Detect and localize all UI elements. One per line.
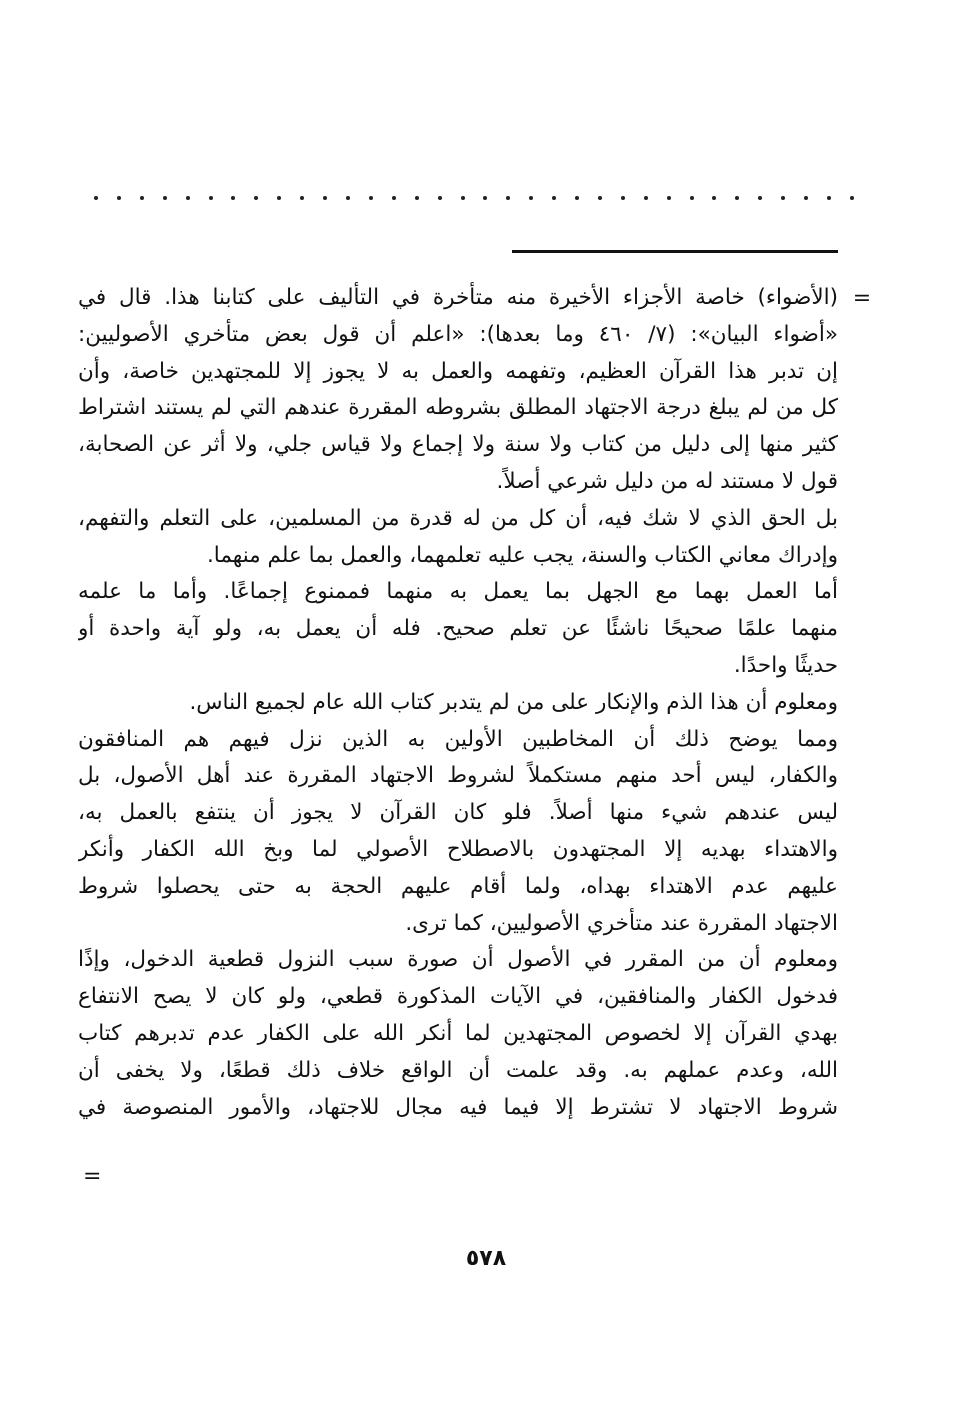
separator-dot [254, 196, 258, 200]
separator-dot [529, 196, 533, 200]
text-line: ومعلوم أن هذا الذم والإنكار على من لم يتدبر كتاب الله عام لجميع الناس. [189, 689, 838, 715]
page-number: ٥٧٨ [465, 1246, 507, 1271]
dotted-separator [94, 178, 854, 218]
separator-dot [621, 196, 625, 200]
separator-dot [392, 196, 396, 200]
text-line: قول لا مستند له من دليل شرعي أصلاً. [496, 468, 838, 494]
footnote-rule [512, 250, 838, 253]
text-line: ليس عندهم شيء منها أصلاً. فلو كان القرآن لا يجوز أن ينتفع بالعمل به، [78, 800, 838, 826]
trailing-continuation-mark: = [83, 1164, 102, 1189]
separator-dot [415, 196, 419, 200]
separator-dot [667, 196, 671, 200]
separator-dot [506, 196, 510, 200]
separator-dot [163, 196, 167, 200]
text-line: والاهتداء بهديه إلا المجتهدون بالاصطلاح الأصولي لما وبخ الله الكفار وأنكر [78, 836, 838, 862]
separator-dot [323, 196, 327, 200]
separator-dot [277, 196, 281, 200]
separator-dot [712, 196, 716, 200]
separator-dot [735, 196, 739, 200]
separator-dot [94, 196, 98, 200]
text-line: إن تدبر هذا القرآن العظيم، وتفهمه والعمل به لا يجوز إلا للمجتهدين خاصة، وأن [78, 358, 838, 384]
text-line: الله، وعدم عملهم به. وقد علمت أن الواقع خلاف ذلك قطعًا، ولا يخفى أن [78, 1057, 838, 1083]
separator-dot [644, 196, 648, 200]
separator-dot [781, 196, 785, 200]
text-line: كثير منها إلى دليل من كتاب ولا سنة ولا إجماع ولا قياس جلي، ولا أثر عن الصحابة، [78, 432, 838, 458]
separator-dot [209, 196, 213, 200]
footnote-text [78, 280, 838, 1126]
text-line: أما العمل بهما مع الجهل بما يعمل به منهما فممنوع إجماعًا. وأما ما علمه [78, 579, 838, 605]
separator-dot [117, 196, 121, 200]
text-line: كل من لم يبلغ درجة الاجتهاد المطلق بشروطه المقررة عندهم التي لم يستند اشتراط [78, 395, 838, 421]
text-line: منهما علمًا صحيحًا ناشئًا عن تعلم صحيح. فله أن يعمل به، ولو آية واحدة أو [78, 616, 838, 642]
text-line: شروط الاجتهاد لا تشترط إلا فيما فيه مجال للاجتهاد، والأمور المنصوصة في [78, 1094, 838, 1120]
separator-dot [827, 196, 831, 200]
separator-dot [598, 196, 602, 200]
text-line: الاجتهاد المقررة عند متأخري الأصوليين، كما ترى. [405, 910, 838, 936]
text-line: حديثًا واحدًا. [733, 652, 838, 678]
separator-dot [140, 196, 144, 200]
separator-dot [483, 196, 487, 200]
separator-dot [690, 196, 694, 200]
separator-dot [369, 196, 373, 200]
text-line: بهدي القرآن إلا لخصوص المجتهدين لما أنكر الله على الكفار عدم تدبرهم كتاب [78, 1020, 838, 1046]
separator-dot [850, 196, 854, 200]
separator-dot [804, 196, 808, 200]
separator-dot [758, 196, 762, 200]
separator-dot [186, 196, 190, 200]
text-line: عليهم عدم الاهتداء بهداه، ولما أقام عليهم الحجة به حتى يحصلوا شروط [78, 873, 838, 899]
text-line: بل الحق الذي لا شك فيه، أن كل من له قدرة من المسلمين، على التعلم والتفهم، [78, 505, 838, 531]
separator-dot [552, 196, 556, 200]
text-line: «أضواء البيان»: (٧/ ٤٦٠ وما بعدها): «اعلم أن قول بعض متأخري الأصوليين: [78, 321, 838, 347]
separator-dot [231, 196, 235, 200]
text-line: فدخول الكفار والمنافقين، في الآيات المذكورة قطعي، ولو كان لا يصح الانتفاع [78, 984, 838, 1010]
separator-dot [346, 196, 350, 200]
separator-dot [575, 196, 579, 200]
text-line: ومعلوم أن من المقرر في الأصول أن صورة سبب النزول قطعية الدخول، وإذًا [78, 947, 838, 973]
text-line: ومما يوضح ذلك أن المخاطبين الأولين به الذين نزل فيهم هم المنافقون [78, 726, 838, 752]
continuation-mark: = [852, 286, 872, 311]
separator-dot [461, 196, 465, 200]
text-line: (الأضواء) خاصة الأجزاء الأخيرة منه متأخرة في التأليف على كتابنا هذا. قال في [78, 285, 838, 310]
separator-dot [438, 196, 442, 200]
text-line: وإدراك معاني الكتاب والسنة، يجب عليه تعلمهما، والعمل بما علم منهما. [206, 542, 838, 568]
text-line: والكفار، ليس أحد منهم مستكملاً لشروط الاجتهاد المقررة عند أهل الأصول، بل [78, 763, 838, 789]
separator-dot [300, 196, 304, 200]
